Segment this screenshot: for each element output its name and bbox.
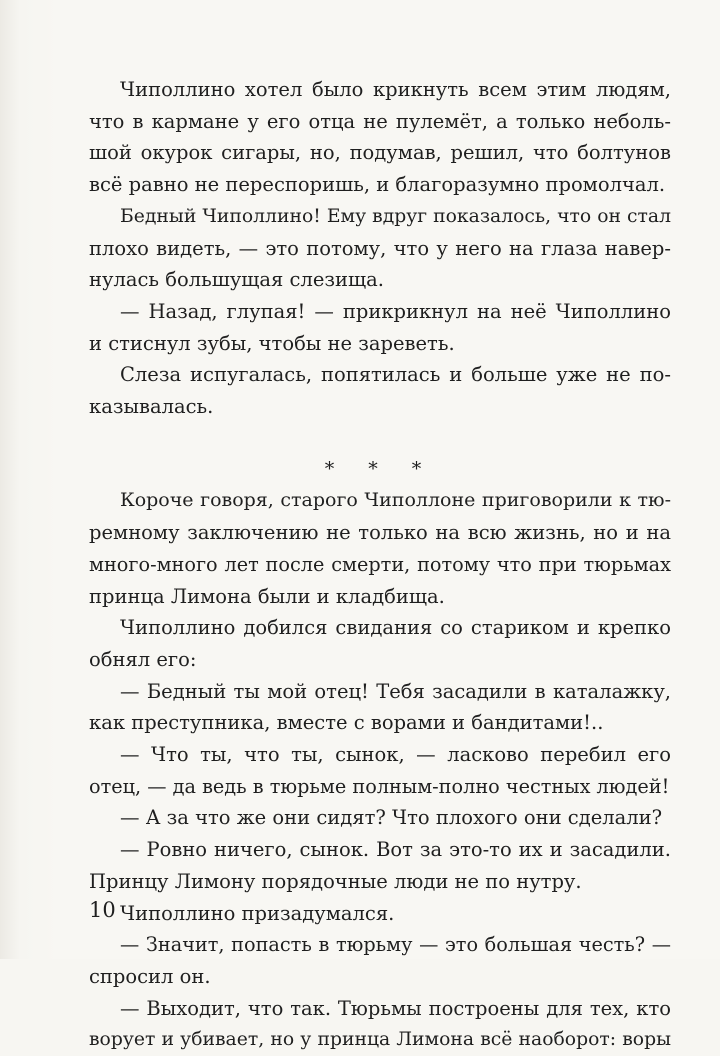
text-line: и стиснул зубы, чтобы не зареветь. (89, 331, 455, 355)
text-line: Чиполлино призадумался. (120, 901, 395, 925)
text-line: Слеза испугалась, попятилась и больше уже не по- (120, 363, 671, 387)
text-line: Чиполлино хотел было крикнуть всем этим людям, (120, 78, 671, 101)
text-line: Принцу Лимону порядочные люди не по нутру. (89, 869, 582, 893)
text-line: — Значит, попасть в тюрьму — это большая честь? — (120, 933, 671, 957)
text-line: отец, — да ведь в тюрьме полным-полно честных людей! (89, 774, 670, 798)
text-line: ворует и убивает, но у принца Лимона всё наоборот: воры (89, 1029, 671, 1051)
text-line: — Бедный ты мой отец! Тебя засадили в каталажку, (120, 679, 671, 703)
page-number: 10 (89, 898, 116, 922)
section-divider: * * * (324, 457, 436, 480)
section-gap (89, 423, 671, 454)
text-line: — А за что же они сидят? Что плохого они сделали? (120, 806, 663, 830)
text-line: — Назад, глупая! — прикрикнул на неё Чиполлино (120, 299, 671, 323)
text-line: — Выходит, что так. Тюрьмы построены для тех, кто (120, 996, 671, 1020)
text-line: казывалась. (89, 395, 214, 419)
text-line: Чиполлино добился свидания со стариком и крепко (120, 616, 671, 640)
text-line: Короче говоря, старого Чиполлоне приговорили к тю- (120, 489, 671, 512)
text-line: Бедный Чиполлино! Ему вдруг показалось, что он стал (120, 205, 671, 227)
body-text (89, 74, 671, 1056)
text-line: как преступника, вместе с ворами и бандитами!.. (89, 711, 604, 735)
text-line: — Ровно ничего, сынок. Вот за это-то их и засадили. (120, 838, 671, 862)
text-line: ремному заключению не только на всю жизнь, но и на (89, 521, 671, 545)
text-line: много-много лет после смерти, потому что при тюрьмах (89, 552, 671, 576)
text-line: нулась большущая слезища. (89, 268, 384, 292)
text-line: — Что ты, что ты, сынок, — ласково перебил его (120, 743, 671, 767)
text-line: всё равно не переспоришь, и благоразумно промолчал. (89, 173, 666, 197)
text-line: спросил он. (89, 964, 211, 988)
text-line: принца Лимона были и кладбища. (89, 584, 445, 608)
text-line: обнял его: (89, 647, 197, 671)
text-line: шой окурок сигары, но, подумав, решил, что болтунов (89, 141, 671, 165)
text-line: плохо видеть, — это потому, что у него на глаза навер- (89, 236, 671, 260)
text-line: что в кармане у его отца не пулемёт, а только неболь- (89, 109, 671, 133)
